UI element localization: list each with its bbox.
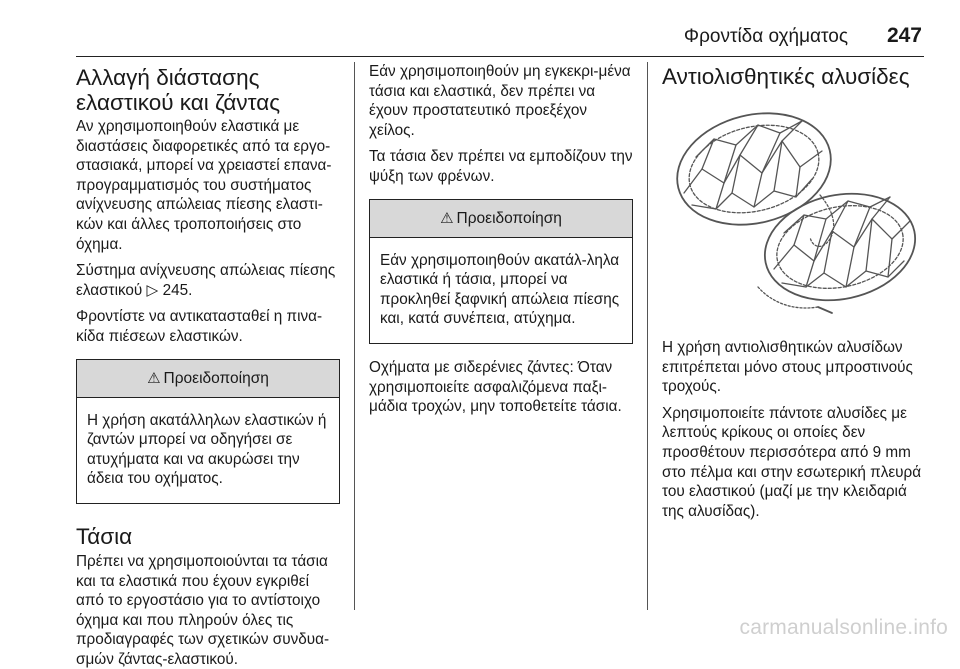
watermark-text: carmanualsonline.info <box>739 616 948 639</box>
warning-header <box>77 360 339 398</box>
page-number: 247 <box>886 24 922 47</box>
warning-icon: ⚠ <box>440 209 454 227</box>
paragraph: Τα τάσια δεν πρέπει να εμποδίζουν την ψύξη των φρένων. <box>369 148 633 185</box>
page-reference-link[interactable]: 245 <box>162 281 189 299</box>
warning-body <box>370 238 632 343</box>
warning-text: Η χρήση ακατάλληλων ελαστικών ή ζαντών μπορεί να οδηγήσει σε ατυχήματα και να ακυρώσει την άδεια του οχήματος. <box>87 411 327 488</box>
paragraph: Εάν χρησιμοποιηθούν μη εγκεκρι-μένα τάσια και ελαστικά, δεν πρέπει να έχουν προστατευτικό προεξέχον χείλος. <box>369 63 631 139</box>
column-left <box>76 62 340 669</box>
warning-text: Εάν χρησιμοποιηθούν ακατάλ-ληλα ελαστικά ή τάσια, μπορεί να προκληθεί ξαφνική απώλεια πίεσης και, κατά συνέπεια, ατύχημα. <box>380 251 620 328</box>
warning-header <box>370 200 632 238</box>
heading-line: Αλλαγή διάστασης <box>76 65 260 90</box>
paragraph: Πρέπει να χρησιμοποιούνται τα τάσια και τα ελαστικά που έχουν εγκριθεί από το εργοστάσιο για το αντίστοιχο όχημα και που πληρούν όλες τις προδιαγραφές των σχετικών συνδυα-σμών ζάντας-ελαστικού. <box>76 552 330 668</box>
warning-title: Προειδοποίηση <box>456 209 562 227</box>
warning-box <box>76 359 340 504</box>
paragraph: Η χρήση αντιολισθητικών αλυσίδων επιτρέπεται μόνο στους μπροστινούς τροχούς. <box>662 339 913 396</box>
paragraph-with-reference: Σύστημα ανίχνευσης απώλειας πίεσης ελαστικού ▷ 245. <box>76 262 336 299</box>
section-heading-snow-chains: Αντιολισθητικές αλυσίδες <box>662 64 910 89</box>
snow-chains-illustration <box>662 97 926 325</box>
column-right <box>662 62 926 521</box>
warning-icon: ⚠ <box>147 369 161 387</box>
warning-title: Προειδοποίηση <box>163 369 269 387</box>
page-header <box>0 26 960 56</box>
section-heading-wheel-covers: Τάσια <box>76 523 133 549</box>
paragraph: Αν χρησιμοποιηθούν ελαστικά με διαστάσεις διαφορετικές από τα εργο-στασιακά, μπορεί να χρειαστεί επανα-προγραμματισμός του συστήματος ανίχνευσης απώλειας πίεσης ελαστι-κών και άλλες τροποποιήσεις στο όχημα. <box>76 118 332 253</box>
page-reference-icon: ▷ <box>146 281 159 299</box>
snow-chains-drawing <box>662 97 926 325</box>
header-title: Φροντίδα οχήματος <box>683 26 848 47</box>
paragraph: Χρησιμοποιείτε πάντοτε αλυσίδες με λεπτούς κρίκους οι οποίες δεν προσθέτουν περισσότερα από 9 mm στο πέλμα και στην εσωτερική πλευρά του ελαστικού (μαζί με την κλειδαριά της αλυσίδας). <box>662 404 922 520</box>
reference-text: Σύστημα ανίχνευσης απώλειας πίεσης ελαστικού <box>76 262 336 299</box>
paragraph: Οχήματα με σιδερένιες ζάντες: Όταν χρησιμοποιείτε ασφαλιζόμενα παξι-μάδια τροχών, μην τοποθετείτε τάσια. <box>369 358 622 416</box>
column-middle <box>369 62 633 417</box>
warning-body <box>77 398 339 503</box>
column-divider <box>354 62 355 610</box>
paragraph: Φροντίστε να αντικατασταθεί η πινα-κίδα πιέσεων ελαστικών. <box>76 308 323 345</box>
heading-line: ελαστικού και ζάντας <box>76 90 281 115</box>
header-rule <box>76 56 924 57</box>
warning-box <box>369 199 633 344</box>
section-heading-tire-size <box>76 65 340 115</box>
column-divider <box>647 62 648 610</box>
